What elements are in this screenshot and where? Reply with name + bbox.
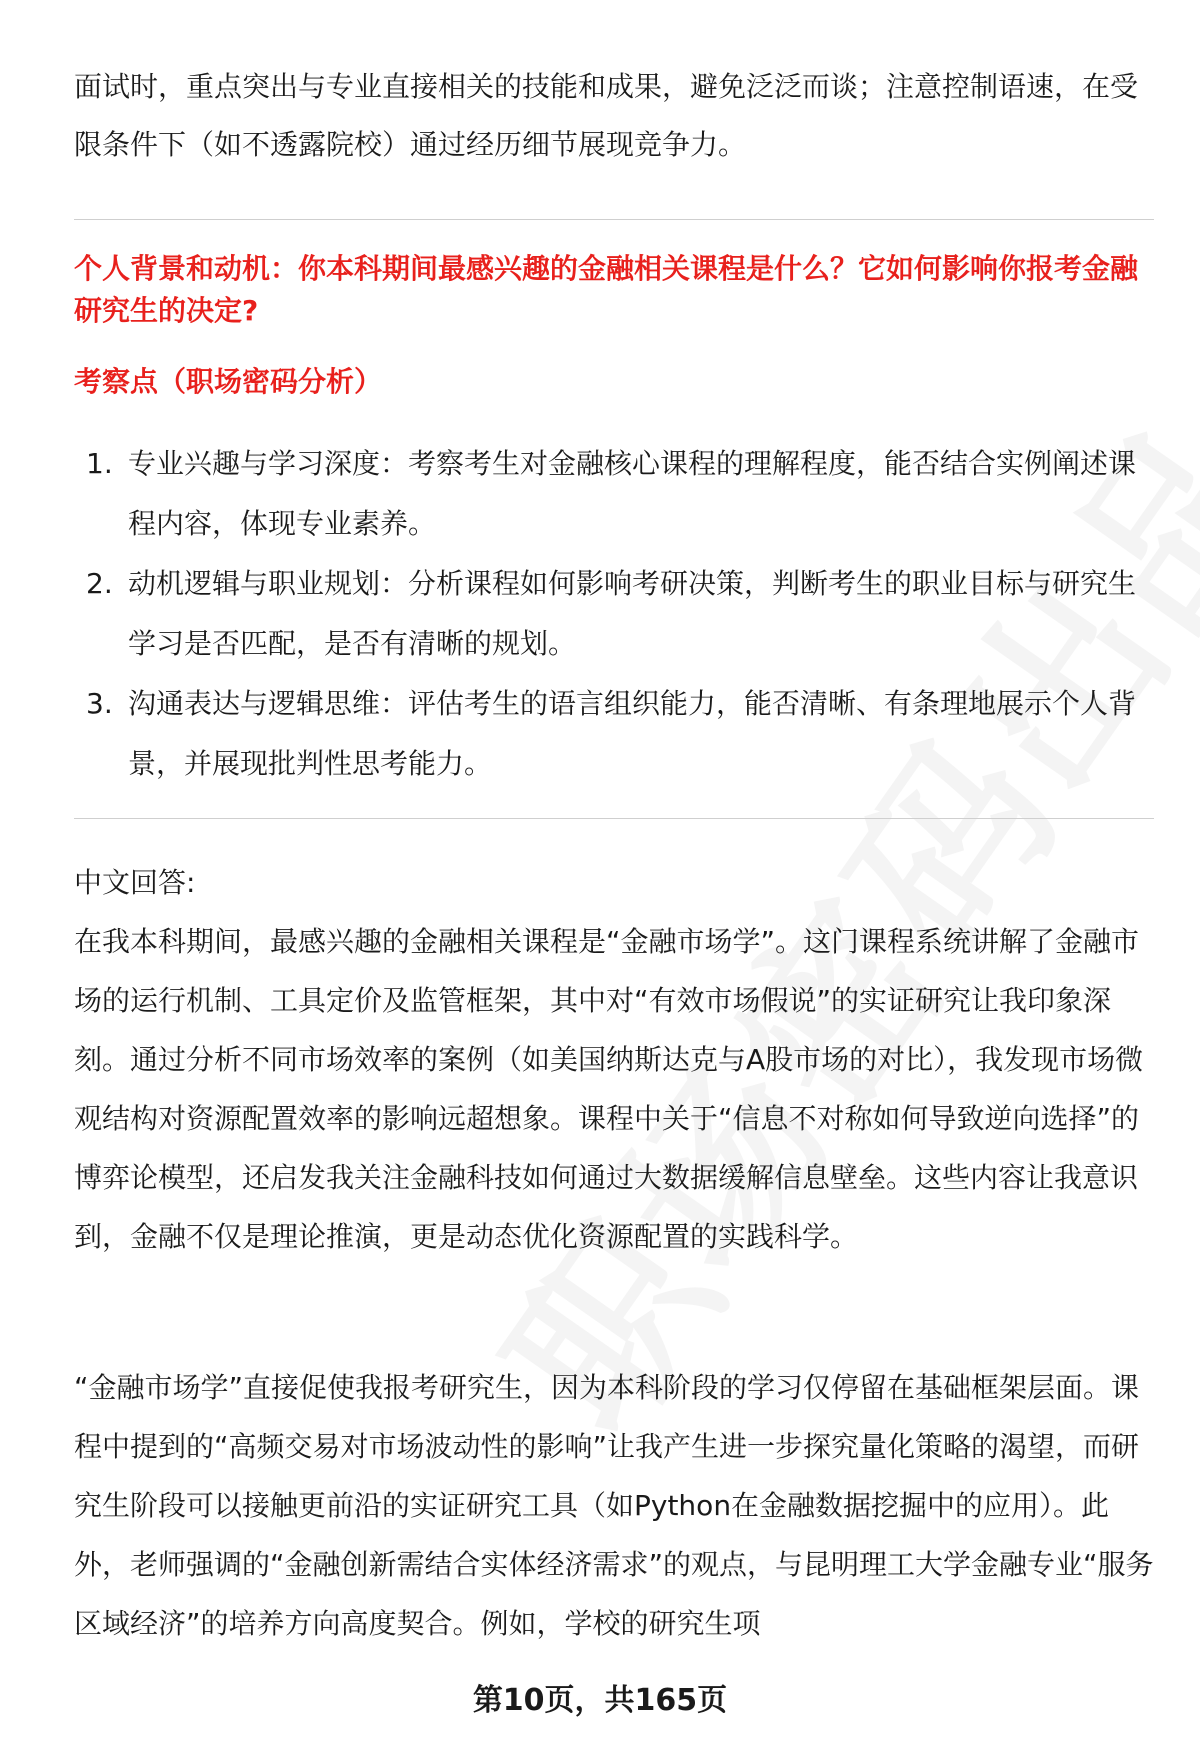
answer-label: 中文回答: [74,866,196,899]
list-item [74,554,1154,674]
list-item [74,674,1154,794]
list-item-text: 专业兴趣与学习深度：考察考生对金融核心课程的理解程度，能否结合实例阐述课程内容，体现专业素养。 [128,447,1137,540]
list-item-number: 2. [86,567,113,600]
intro-paragraph: 面试时，重点突出与专业直接相关的技能和成果，避免泛泛而谈；注意控制语速，在受限条件下（如不透露院校）通过经历细节展现竞争力。 [74,70,1139,161]
analysis-heading: 考察点（职场密码分析） [74,365,383,398]
divider [74,219,1154,220]
list-item-number: 3. [86,687,113,720]
answer-paragraph-1: 在我本科期间，最感兴趣的金融相关课程是“金融市场学”。这门课程系统讲解了金融市场的运行机制、工具定价及监管框架，其中对“有效市场假说”的实证研究让我印象深刻。通过分析不同市场效率的案例（如美国纳斯达克与A股市场的对比），我发现市场微观结构对资源配置效率的影响远超想象。课程中关于“信息不对称如何导致逆向选择”的博弈论模型，还启发我关注金融科技如何通过大数据缓解信息壁垒。这些内容让我意识到，金融不仅是理论推演，更是动态优化资源配置的实践科学。 [74,925,1144,1253]
answer-paragraph-2: “金融市场学”直接促使我报考研究生，因为本科阶段的学习仅停留在基础框架层面。课程中提到的“高频交易对市场波动性的影响”让我产生进一步探究量化策略的渴望，而研究生阶段可以接触更前沿的实证研究工具（如Python在金融数据挖掘中的应用）。此外，老师强调的“金融创新需结合实体经济需求”的观点，与昆明理工大学金融专业“服务区域经济”的培养方向高度契合。例如，学校的研究生项 [74,1371,1154,1640]
list-item-text: 沟通表达与逻辑思维：评估考生的语言组织能力，能否清晰、有条理地展示个人背景，并展现批判性思考能力。 [128,687,1137,780]
divider [74,818,1154,819]
question-heading: 个人背景和动机：你本科期间最感兴趣的金融相关课程是什么？它如何影响你报考金融研究生的决定? [74,252,1139,327]
analysis-list [74,434,1154,794]
list-item [74,434,1154,554]
list-item-text: 动机逻辑与职业规划：分析课程如何影响考研决策，判断考生的职业目标与研究生学习是否匹配，是否有清晰的规划。 [128,567,1137,660]
page-number: 第10页，共165页 [472,1683,728,1718]
list-item-number: 1. [86,447,113,480]
